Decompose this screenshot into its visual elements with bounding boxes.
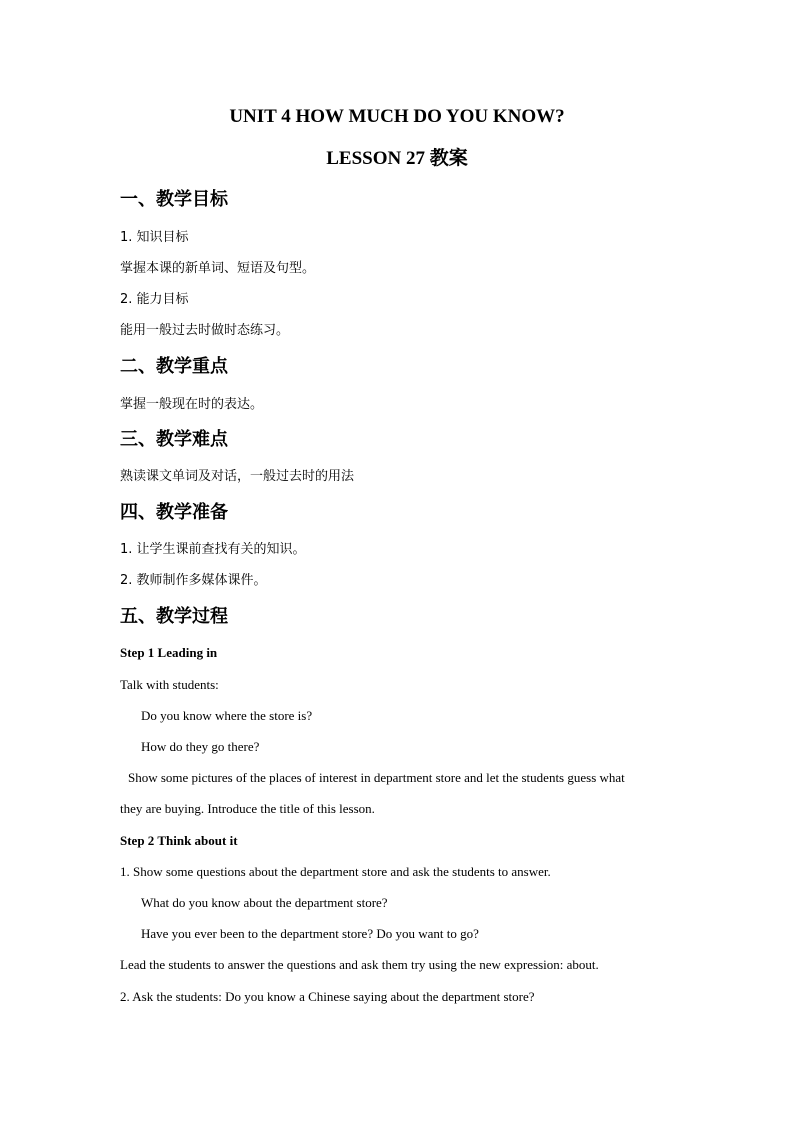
lesson-title: LESSON 27 教案	[326, 148, 468, 169]
step-1-paragraph-line-1: Show some pictures of the places of interest in department store and let the students guess what	[128, 770, 625, 785]
objective-ability-label: 2. 能力目标	[120, 292, 189, 307]
step-1-intro: Talk with students:	[120, 677, 219, 692]
key-points-text: 掌握一般现在时的表达。	[120, 397, 264, 412]
preparation-item-2: 2. 教师制作多媒体课件。	[120, 573, 267, 588]
section-heading-key-points: 二、教学重点	[120, 356, 228, 377]
objective-knowledge-label: 1. 知识目标	[120, 230, 189, 245]
preparation-item-1: 1. 让学生课前查找有关的知识。	[120, 542, 306, 557]
step-2-question-2: Have you ever been to the department store? Do you want to go?	[141, 926, 479, 941]
objective-ability-text: 能用一般过去时做时态练习。	[120, 323, 290, 338]
step-2-lead: Lead the students to answer the questions and ask them try using the new expression: about.	[120, 957, 599, 972]
step-2-title: Step 2 Think about it	[120, 833, 238, 848]
step-1-title: Step 1 Leading in	[120, 645, 218, 660]
step-1-question-2: How do they go there?	[141, 739, 260, 754]
section-heading-difficulties: 三、教学难点	[120, 429, 228, 450]
section-heading-objectives: 一、教学目标	[120, 189, 228, 210]
difficulties-text: 熟读课文单词及对话，一般过去时的用法	[120, 469, 355, 484]
step-1-paragraph-line-2: they are buying. Introduce the title of this lesson.	[120, 801, 375, 816]
step-2-item-1: 1. Show some questions about the department store and ask the students to answer.	[120, 864, 551, 879]
objective-knowledge-text: 掌握本课的新单词、短语及句型。	[120, 261, 316, 276]
step-2-item-2: 2. Ask the students: Do you know a Chinese saying about the department store?	[120, 989, 535, 1004]
section-heading-preparation: 四、教学准备	[120, 502, 228, 523]
section-heading-process: 五、教学过程	[120, 606, 228, 627]
document-title: UNIT 4 HOW MUCH DO YOU KNOW?	[229, 106, 565, 127]
step-1-question-1: Do you know where the store is?	[141, 708, 313, 723]
step-2-question-1: What do you know about the department store?	[141, 895, 388, 910]
